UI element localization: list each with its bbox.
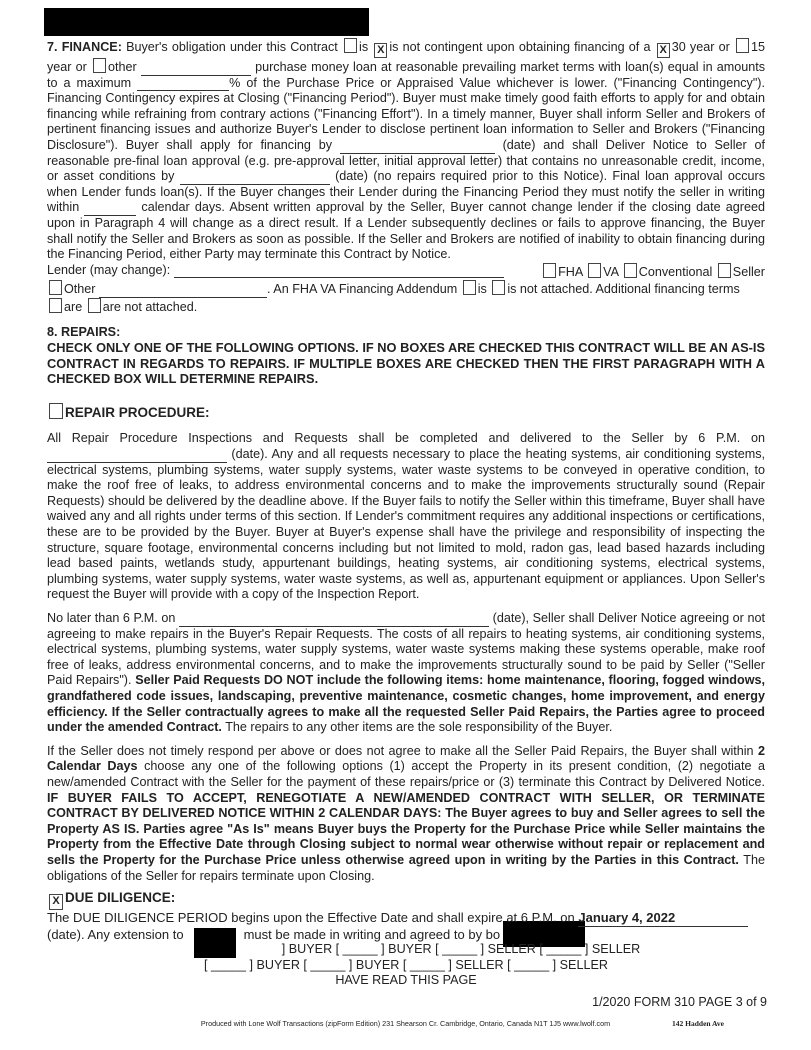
30-year-checkbox[interactable]: X [657, 43, 670, 58]
is-contingent-checkbox[interactable] [344, 38, 357, 53]
lender-change-days-field[interactable] [84, 203, 136, 216]
lender-field[interactable] [174, 265, 504, 278]
lender-row [47, 263, 765, 281]
are-label: are [64, 299, 83, 314]
form-page-number: 1/2020 FORM 310 PAGE 3 of 9 [592, 995, 767, 1009]
are-not-label: are not attached. [102, 299, 198, 314]
producer-text: Produced with Lone Wolf Transactions (zipForm Edition) 231 Shearson Cr. Cambridge, Ontario, Canada N1T 1J5 www.lwolf.com [200, 1019, 611, 1028]
finance-text: is not contingent upon obtaining financing of a [389, 40, 651, 54]
repair-request-date-field[interactable] [47, 450, 227, 463]
term-30-label: 30 year or [671, 40, 730, 54]
addendum-is-not-checkbox[interactable] [492, 280, 505, 295]
seller-financing-checkbox[interactable] [718, 263, 731, 278]
finance-text: calendar days. Absent written approval by the Seller, Buyer cannot change lender if the closing date agreed upon in Paragraph 4 will change as a direct result. If a Lender subsequently declines or fails to approve financing, the Buyer shall notify the Seller and Brokers as soon as possible. If the Seller and Brokers are notified of inability to obtain financing during the Financing Period, either Party may terminate this Contract by Notice. [47, 200, 765, 262]
fha-label: FHA [558, 264, 583, 279]
va-label: VA [603, 264, 619, 279]
is-label: is [477, 282, 487, 297]
is-not-contingent-checkbox[interactable]: X [374, 43, 387, 58]
is-label: is [359, 40, 369, 54]
section-number: 7. [47, 40, 58, 54]
seller-response-date-field[interactable] [179, 614, 489, 627]
additional-terms-row [47, 298, 765, 316]
repair-procedure-heading: REPAIR PROCEDURE: [47, 403, 765, 421]
conventional-label: Conventional [638, 264, 713, 279]
repairs-instructions: CHECK ONLY ONE OF THE FOLLOWING OPTIONS. IF NO BOXES ARE CHECKED THIS CONTRACT WILL BE AN AS-IS CONTRACT IN REGARDS TO REPAIRS. IF MULTIPLE BOXES ARE CHECKED THEN THE FIRST PARAGRAPH WITH A CHECKED BOX WILL DETERMINE REPAIRS. [47, 340, 765, 387]
producer-footer [0, 1019, 811, 1028]
addendum-text: . An FHA VA Financing Addendum [267, 282, 458, 297]
term-15-label: 15 year or [47, 40, 766, 74]
fha-checkbox[interactable] [543, 263, 556, 278]
va-checkbox[interactable] [588, 263, 601, 278]
repair-procedure-paragraph: All Repair Procedure Inspections and Requests shall be completed and delivered to the Seller by 6 P.M. on (date). Any and all requests necessary to place the heating systems, air conditioning systems, electrical systems, plumbing systems, water supply systems, water waste systems to be conveyed in operative condition, to make the roof free of leaks, to address environmental concerns and to make the improvements structurally sound (Repair Requests) should be delivered by the deadline above. If the Buyer fails to notify the Seller within this timeframe, Buyer shall have waived any and all rights under terms of this section. If Lender's commitment requires any additional inspections or certifications, these are to be provided by the Buyer. Buyer at Buyer's expense shall have the privilege and responsibility of inspecting the structure, square footage, environmental concerns including but not limited to mold, radon gas, lead based hazards including lead based paints, wetlands study, appurtenant buildings, heating systems, air conditioning systems, electrical systems, plumbing systems, water supply systems, water waste systems, as well as, appurtenant equipment or appliances. Upon Seller's request the Buyer will provide with a copy of the Inspection Report. [47, 431, 766, 602]
15-year-checkbox[interactable] [736, 38, 749, 53]
repairs-heading: 8. REPAIRS: [47, 324, 121, 339]
other-financing-row [47, 280, 765, 298]
terms-are-checkbox[interactable] [49, 298, 62, 313]
finance-text: in amounts to a maximum [47, 60, 766, 90]
other-label: other [108, 60, 137, 74]
due-diligence-date[interactable]: January 4, 2022 [578, 910, 748, 927]
max-percent-field[interactable] [137, 78, 229, 91]
lender-label: Lender (may change): [47, 262, 171, 277]
due-diligence-paragraph: The DUE DILIGENCE PERIOD begins upon the Effective Date and shall expire at 6 P.M. on January 4, 2022 [47, 910, 765, 927]
seller-label: Seller [732, 264, 765, 279]
other-financing-field[interactable] [99, 285, 267, 298]
repair-procedure-checkbox[interactable] [49, 403, 63, 419]
have-read-label: HAVE READ THIS PAGE [335, 973, 477, 988]
buyer-options-paragraph: If the Seller does not timely respond per above or does not agree to make all the Seller Paid Repairs, the Buyer shall within 2 Calendar Days choose any one of the following options (1) accept the Property in its present condition, (2) negotiate a new/amended Contract with the Seller for the payment of these repairs/price or (3) terminate this Contract by Delivered Notice. IF BUYER FAILS TO ACCEPT, RENEGOTIATE A NEW/AMENDED CONTRACT WITH SELLER, OR TERMINATE CONTRACT BY DELIVERED NOTICE WITHIN 2 CALENDAR DAYS: The Buyer agrees to buy and Seller agrees to sell the Property AS IS. Parties agree "As Is" means Buyer buys the Property for the Purchase Price while Seller maintains the Property from the Effective Date through Closing subject to normal wear otherwise without repair or replacement and sells the Property for the Purchase Price unless otherwise agreed upon in writing by the Parties in this Contract. The obligations of the Seller for repairs terminate upon Closing. [47, 743, 765, 883]
property-address: 142 Hadden Ave [672, 1019, 724, 1028]
apply-by-date-field[interactable] [340, 141, 495, 154]
finance-text: Buyer's obligation under this Contract [126, 40, 338, 54]
terms-are-not-checkbox[interactable] [88, 298, 101, 313]
finance-text: (date) and shall Deliver Notice to Seller of reasonable pre-final loan approval (e.g. pre-approval letter, initial approval letter) that contains no unreasonable credit, income, or asset conditions by [47, 137, 766, 184]
due-diligence-heading: X DUE DILIGENCE: [47, 890, 765, 910]
addendum-is-checkbox[interactable] [463, 280, 476, 295]
pre-approval-date-field[interactable] [180, 172, 330, 185]
finance-text: (date) (no repairs required prior to this Notice). Final loan approval occurs when Lender funds loan(s). If the Buyer changes their Lender during the Financing Period they must notify the seller in writing within [47, 169, 765, 215]
initials-line-2[interactable]: [ _____ ] BUYER [ _____ ] BUYER [ _____ ] SELLER [ _____ ] SELLER [204, 957, 608, 972]
other-term-checkbox[interactable] [93, 58, 106, 73]
due-diligence-extension: (date). Any extension to must be made in writing and agreed to by bo [47, 926, 501, 942]
addendum-text: is not attached. Additional financing terms [507, 282, 740, 297]
finance-text: % of the Purchase Price or Appraised Value whichever is lower. ("Financing Contingency"). Financing Contingency expires at Closing ("Financing Period"). Buyer must make timely good faith efforts to apply for and obtain financing while refraining from contrary actions ("Financing Effort"). In a timely manner, Buyer shall inform Seller and Brokers of pertinent financing issues and authorize Buyer's Lender to disclose pertinent loan information to Seller and Brokers ("Financing Disclosure"). Buyer shall apply for financing by [47, 75, 765, 152]
redaction-bar-top [44, 8, 369, 36]
initials-line-1[interactable]: ] BUYER [ _____ ] BUYER [ _____ ] SELLER [ _____ ] SELLER [281, 942, 641, 957]
other-financing-label: Other [64, 282, 96, 297]
seller-response-paragraph: No later than 6 P.M. on (date), Seller shall Deliver Notice agreeing or not agreeing to make repairs in the Buyer's Repair Requests. The costs of all repairs to heating systems, air conditioning systems, electrical systems, plumbing systems, water supply systems, water waste systems making these systems operable, make roof free of leaks, address environmental concerns, and to make the improvements structurally sound to be paid by Seller ("Seller Paid Repairs"). Seller Paid Requests DO NOT include the following items: home maintenance, flooring, fogged windows, grandfathered code issues, landscaping, preventive maintenance, cosmetic changes, home improvement, and energy efficiency. If the Seller contractually agrees to make all the requested Seller Paid Repairs, the Parties agree to proceed under the amended Contract. The repairs to any other items are the sole responsibility of the Buyer. [47, 611, 765, 735]
due-diligence-checkbox[interactable]: X [49, 894, 63, 910]
finance-text: purchase money loan at reasonable prevailing market terms with loan(s) equal [255, 60, 699, 74]
other-financing-checkbox[interactable] [49, 280, 62, 295]
document-body [47, 38, 765, 989]
finance-paragraph [47, 38, 765, 263]
other-term-field[interactable] [141, 63, 251, 76]
conventional-checkbox[interactable] [624, 263, 637, 278]
section-heading: FINANCE: [61, 40, 122, 54]
